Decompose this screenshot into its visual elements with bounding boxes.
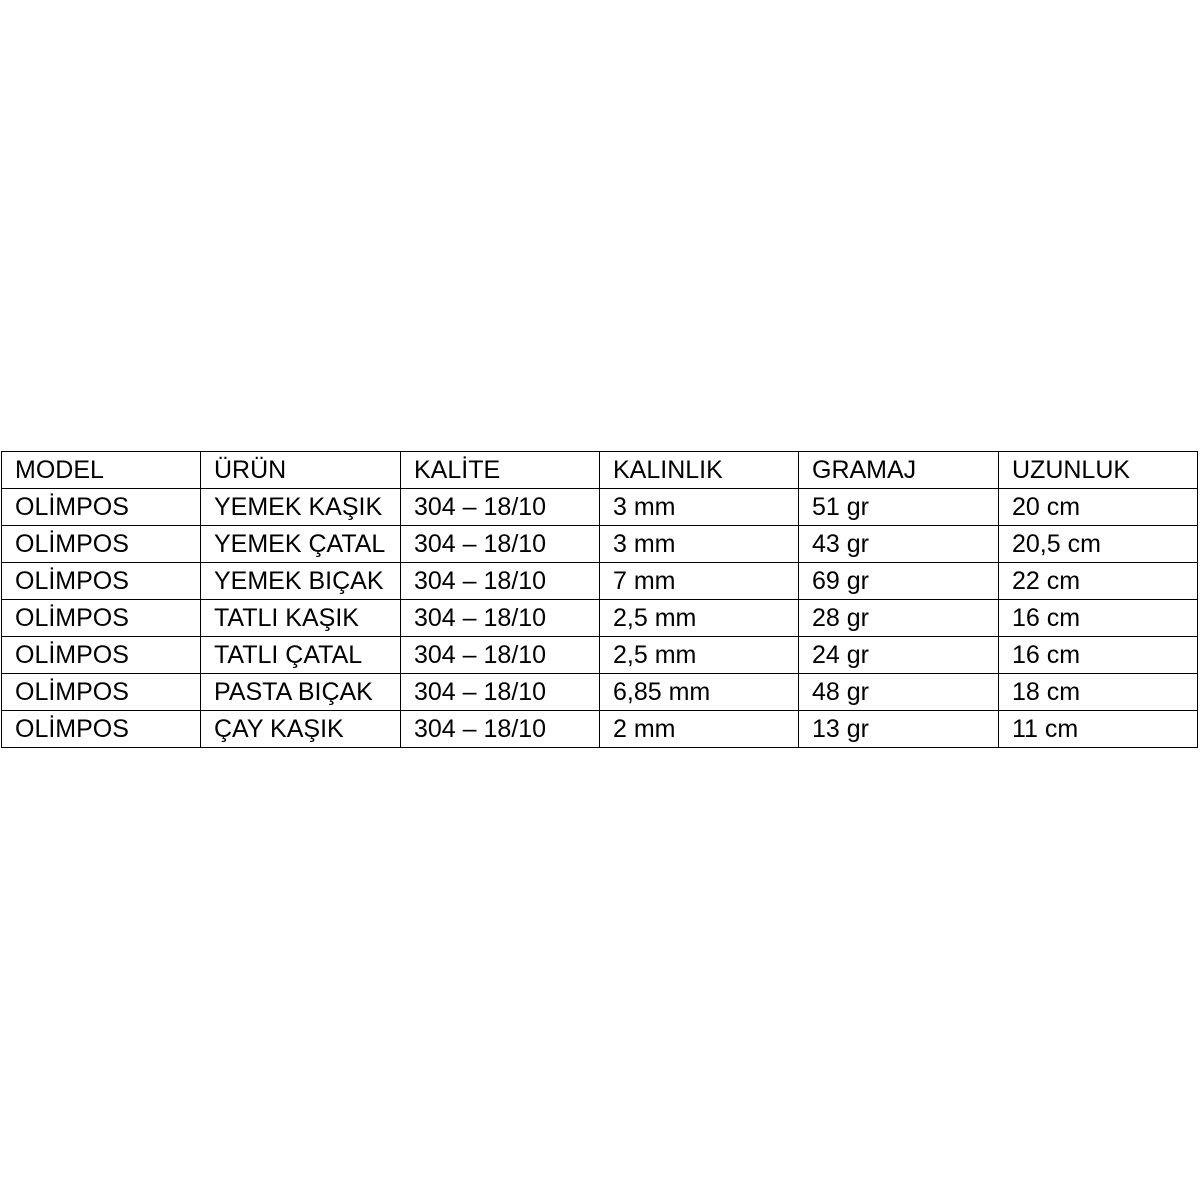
- table-cell-length: 20,5 cm: [999, 526, 1198, 563]
- table-cell-quality: 304 – 18/10: [401, 489, 600, 526]
- table-cell-length: 11 cm: [999, 711, 1198, 748]
- table-cell-product: ÇAY KAŞIK: [201, 711, 401, 748]
- table-cell-weight: 69 gr: [799, 563, 999, 600]
- table-cell-thickness: 2 mm: [600, 711, 799, 748]
- table-cell-quality: 304 – 18/10: [401, 600, 600, 637]
- table-cell-quality: 304 – 18/10: [401, 526, 600, 563]
- table-cell-product: TATLI KAŞIK: [201, 600, 401, 637]
- table-cell-model: OLİMPOS: [2, 711, 201, 748]
- table-cell-model: OLİMPOS: [2, 563, 201, 600]
- table-row: [2, 489, 1198, 526]
- table-cell-product: TATLI ÇATAL: [201, 637, 401, 674]
- table-cell-product: YEMEK ÇATAL: [201, 526, 401, 563]
- table-cell-model: OLİMPOS: [2, 637, 201, 674]
- table-cell-model: OLİMPOS: [2, 489, 201, 526]
- table-row: [2, 563, 1198, 600]
- table-row: [2, 600, 1198, 637]
- table-cell-weight: 28 gr: [799, 600, 999, 637]
- table-cell-length: 20 cm: [999, 489, 1198, 526]
- table-cell-length: 22 cm: [999, 563, 1198, 600]
- table-cell-product: PASTA BIÇAK: [201, 674, 401, 711]
- table-cell-thickness: 6,85 mm: [600, 674, 799, 711]
- table-header-row: [2, 452, 1198, 489]
- table-cell-length: 16 cm: [999, 600, 1198, 637]
- header-cell-weight: GRAMAJ: [799, 452, 999, 489]
- table-cell-weight: 43 gr: [799, 526, 999, 563]
- table-cell-weight: 24 gr: [799, 637, 999, 674]
- table-cell-quality: 304 – 18/10: [401, 711, 600, 748]
- table-cell-weight: 13 gr: [799, 711, 999, 748]
- header-cell-model: MODEL: [2, 452, 201, 489]
- table-cell-length: 18 cm: [999, 674, 1198, 711]
- table-row: [2, 674, 1198, 711]
- table-cell-thickness: 3 mm: [600, 526, 799, 563]
- table-cell-thickness: 7 mm: [600, 563, 799, 600]
- header-cell-product: ÜRÜN: [201, 452, 401, 489]
- table-row: [2, 711, 1198, 748]
- header-cell-length: UZUNLUK: [999, 452, 1198, 489]
- table-cell-length: 16 cm: [999, 637, 1198, 674]
- header-cell-quality: KALİTE: [401, 452, 600, 489]
- table-row: [2, 526, 1198, 563]
- table-cell-model: OLİMPOS: [2, 674, 201, 711]
- table-cell-quality: 304 – 18/10: [401, 637, 600, 674]
- table-cell-product: YEMEK BIÇAK: [201, 563, 401, 600]
- table-cell-weight: 48 gr: [799, 674, 999, 711]
- table-cell-thickness: 2,5 mm: [600, 637, 799, 674]
- table-cell-model: OLİMPOS: [2, 600, 201, 637]
- table-cell-quality: 304 – 18/10: [401, 563, 600, 600]
- table-cell-product: YEMEK KAŞIK: [201, 489, 401, 526]
- spec-table-body: [2, 452, 1198, 748]
- table-cell-thickness: 2,5 mm: [600, 600, 799, 637]
- table-row: [2, 637, 1198, 674]
- table-cell-weight: 51 gr: [799, 489, 999, 526]
- header-cell-thickness: KALINLIK: [600, 452, 799, 489]
- product-spec-table: [1, 451, 1198, 748]
- table-cell-quality: 304 – 18/10: [401, 674, 600, 711]
- table-cell-thickness: 3 mm: [600, 489, 799, 526]
- table-cell-model: OLİMPOS: [2, 526, 201, 563]
